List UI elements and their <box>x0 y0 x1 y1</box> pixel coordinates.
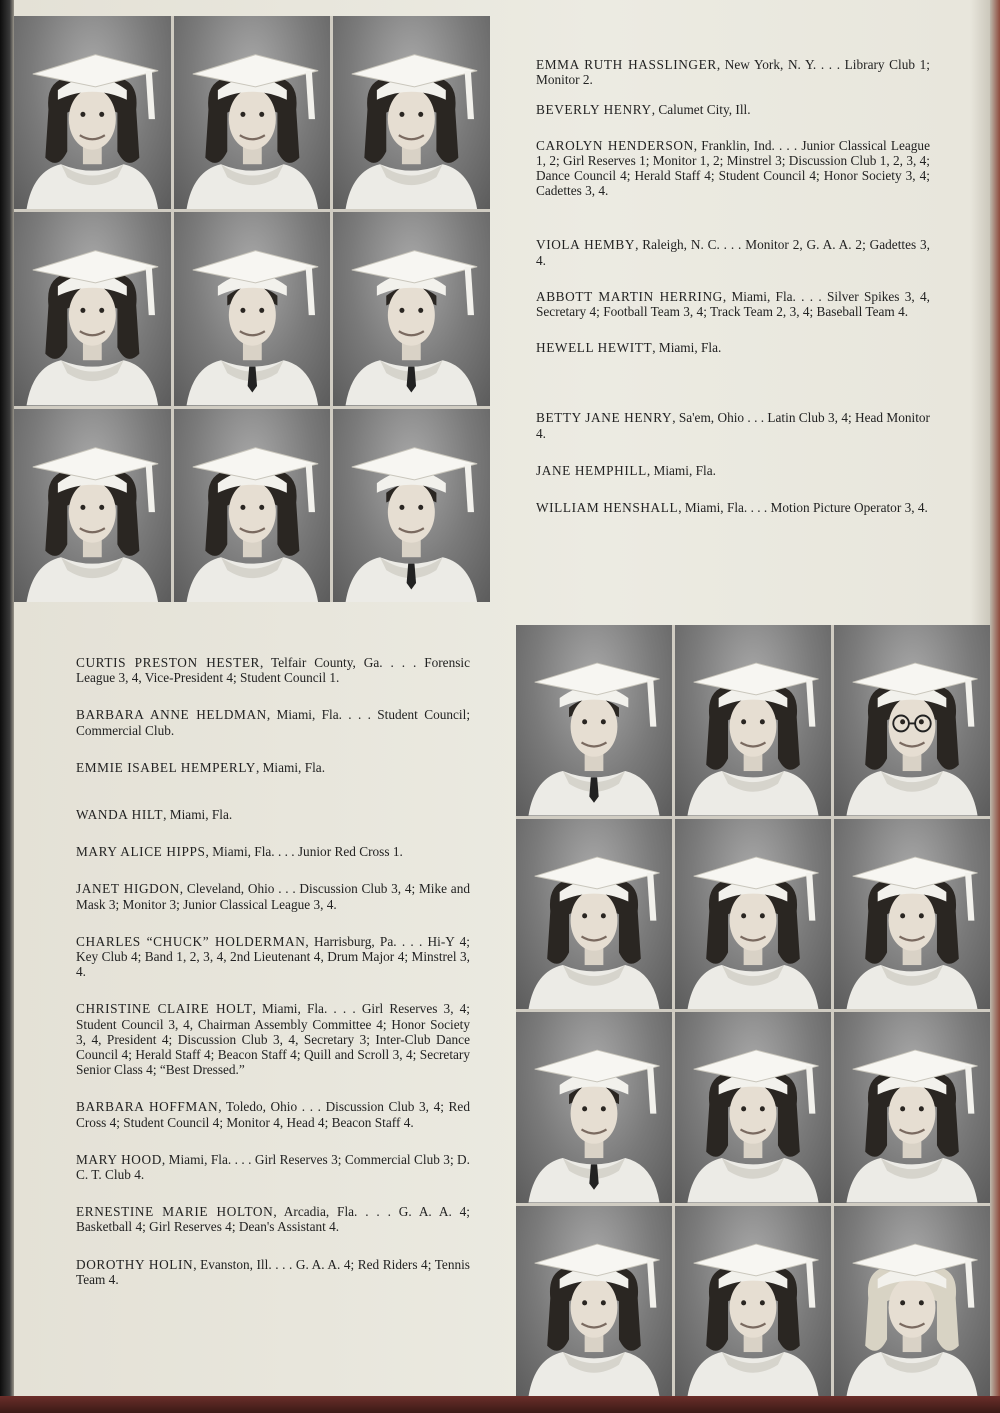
senior-portrait-photo <box>333 409 490 602</box>
senior-entry: BEVERLY HENRY, Calumet City, Ill. <box>536 102 751 118</box>
book-cover-edge <box>0 1396 1000 1413</box>
senior-entry: EMMA RUTH HASSLINGER, New York, N. Y. . . . Library Club 1; Monitor 2. <box>536 57 930 88</box>
senior-entry: CAROLYN HENDERSON, Franklin, Ind. . . . Junior Classical League 1, 2; Girl Reserves 1; Monitor 1, 2; Minstrel 3; Discussion Club 1, 2, 3, 4; Dance Council 4; Herald Staff 4; Student Council 4; Honor Society 3, 4; Cadettes 3, 4. <box>536 137 930 199</box>
senior-portrait-photo <box>14 409 171 602</box>
senior-portrait-photo <box>516 819 672 1010</box>
senior-entry: MARY ALICE HIPPS, Miami, Fla. . . . Junior Red Cross 1. <box>76 844 403 860</box>
senior-entry: BETTY JANE HENRY, Sa'em, Ohio . . . Latin Club 3, 4; Head Monitor 4. <box>536 410 930 441</box>
senior-portrait-photo <box>834 1206 990 1397</box>
senior-entries-left <box>76 655 470 1287</box>
senior-portrait-photo <box>174 409 331 602</box>
senior-entry: JANE HEMPHILL, Miami, Fla. <box>536 462 716 478</box>
senior-portrait-photo <box>834 819 990 1010</box>
senior-entry: HEWELL HEWITT, Miami, Fla. <box>536 340 722 356</box>
senior-entry: BARBARA HOFFMAN, Toledo, Ohio . . . Discussion Club 3, 4; Red Cross 4; Student Council 4; Monitor 4, Head 4; Beacon Staff 4. <box>76 1099 470 1130</box>
senior-portrait-photo <box>333 212 490 405</box>
senior-portrait-photo <box>834 1012 990 1203</box>
senior-portrait-photo <box>675 819 831 1010</box>
senior-entry: CURTIS PRESTON HESTER, Telfair County, Ga. . . . Forensic League 3, 4, Vice-President 4; Student Council 1. <box>76 655 470 686</box>
page-right-edge <box>990 0 1000 1413</box>
senior-entry: CHRISTINE CLAIRE HOLT, Miami, Fla. . . . Girl Reserves 3, 4; Student Council 3, 4, Chairman Assembly Committee 4; Honor Society 3, 4, President 4; Discussion Club 3, 4, Secretary 3; Inter-Club Dance Council 4; Herald Staff 4; Beacon Staff 4; Quill and Scroll 3, 4; Secretary Senior Class 4; “Best Dressed.” <box>76 1001 470 1078</box>
senior-portrait-photo <box>516 1012 672 1203</box>
senior-entry: VIOLA HEMBY, Raleigh, N. C. . . . Monitor 2, G. A. A. 2; Gadettes 3, 4. <box>536 237 930 268</box>
senior-portrait-photo <box>333 16 490 209</box>
senior-entry: BARBARA ANNE HELDMAN, Miami, Fla. . . . Student Council; Commercial Club. <box>76 707 471 738</box>
senior-entry: JANET HIGDON, Cleveland, Ohio . . . Discussion Club 3, 4; Mike and Mask 3; Monitor 3; Junior Classical League 3, 4. <box>76 881 470 912</box>
senior-portrait-photo <box>516 625 672 816</box>
senior-entry: EMMIE ISABEL HEMPERLY, Miami, Fla. <box>76 759 326 775</box>
senior-entry: ERNESTINE MARIE HOLTON, Arcadia, Fla. . . . G. A. A. 4; Basketball 4; Girl Reserves 4; Dean's Assistant 4. <box>76 1204 470 1235</box>
senior-entry: MARY HOOD, Miami, Fla. . . . Girl Reserves 3; Commercial Club 3; D. C. T. Club 4. <box>76 1151 470 1183</box>
senior-portrait-photo <box>675 625 831 816</box>
senior-portrait-photo <box>834 625 990 816</box>
senior-portrait-photo <box>675 1012 831 1203</box>
senior-portrait-photo <box>675 1206 831 1397</box>
senior-portrait-photo <box>174 16 331 209</box>
book-binding <box>0 0 14 1413</box>
top-photo-grid <box>14 16 490 602</box>
senior-entries-right <box>536 57 930 515</box>
senior-portrait-photo <box>14 212 171 405</box>
senior-entry: CHARLES “CHUCK” HOLDERMAN, Harrisburg, Pa. . . . Hi-Y 4; Key Club 4; Band 1, 2, 3, 4, 2nd Lieutenant 4, Drum Major 4; Minstrel 3, 4. <box>76 933 470 980</box>
senior-entry: ABBOTT MARTIN HERRING, Miami, Fla. . . . Silver Spikes 3, 4, Secretary 4; Football Team 3, 4; Track Team 2, 3, 4; Baseball Team 4. <box>536 288 930 320</box>
senior-portrait-photo <box>174 212 331 405</box>
senior-entry: WILLIAM HENSHALL, Miami, Fla. . . . Motion Picture Operator 3, 4. <box>536 500 928 516</box>
senior-entry: DOROTHY HOLIN, Evanston, Ill. . . . G. A. A. 4; Red Riders 4; Tennis Team 4. <box>76 1256 470 1287</box>
senior-portrait-photo <box>516 1206 672 1397</box>
bottom-photo-grid <box>516 625 990 1396</box>
senior-portrait-photo <box>14 16 171 209</box>
senior-entry: WANDA HILT, Miami, Fla. <box>76 807 233 823</box>
